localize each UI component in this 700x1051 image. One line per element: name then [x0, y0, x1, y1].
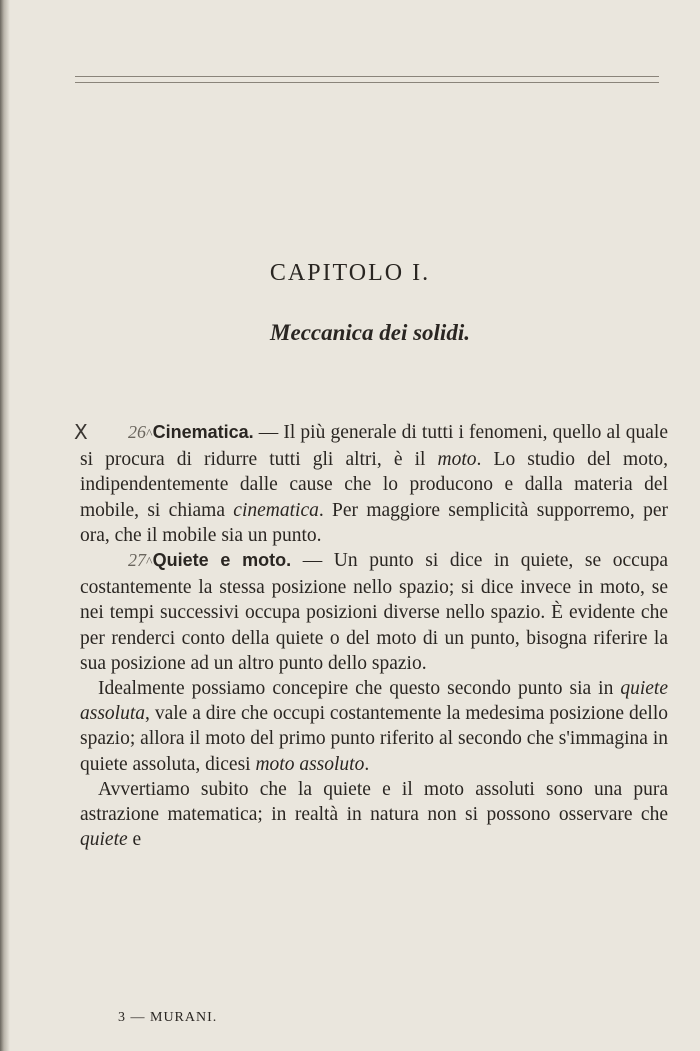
paragraph-text: — Il più generale di tutti i fenomeni, quello al quale si procura di ridurre tutti gli altri, è il — [80, 422, 668, 471]
italic-term: quiete — [80, 829, 128, 851]
page-binding-shadow — [0, 0, 10, 1051]
caret-mark: ^ — [146, 427, 153, 442]
paragraph-text: . — [364, 753, 370, 775]
chapter-title: CAPITOLO I. — [269, 260, 431, 286]
section-heading: Cinematica. — [152, 422, 254, 442]
header-rule-bottom — [75, 82, 659, 83]
paragraph-text: Idealmente possiamo concepire che questo secondo punto sia in — [98, 678, 621, 700]
page-footer: 3 — MURANI. — [118, 1010, 218, 1025]
italic-term: moto assoluto — [255, 753, 365, 775]
paragraph-text: . Lo studio del moto, indipendentemente dalle cause che lo producono e dalla materia del mobile, si chiama — [80, 449, 668, 521]
paragraph-26 — [80, 420, 668, 548]
caret-mark: ^ — [146, 555, 153, 571]
header-rule-top — [75, 76, 659, 77]
paragraph-3 — [80, 676, 668, 777]
paragraph-text: Avvertiamo subito che la quiete e il moto assoluti sono una pura astrazione matematica; in realtà in natura non si possono osservare che — [80, 778, 668, 826]
paragraph-4 — [80, 777, 668, 853]
italic-term: cinematica — [233, 499, 319, 521]
italic-term: quiete assoluta — [80, 678, 668, 725]
italic-term: moto — [437, 449, 477, 471]
section-number: 26 — [128, 422, 146, 442]
section-heading: Quiete e moto. — [152, 550, 292, 571]
paragraph-text: . Per maggiore semplicità supporremo, per ora, che il mobile sia un punto. — [80, 499, 669, 546]
paragraph-text: — Un punto si dice in quiete, se occupa costantemente la stessa posizione nello spazio; si dice invece in moto, se nei tempi successivi occupa posizioni diverse nello spazio. È evidente che per renderci conto della quiete o del moto di un punto, bisogna riferire la sua posizione ad un altro punto dello spazio. — [80, 550, 668, 674]
body-text — [80, 420, 668, 852]
paragraph-text: e — [127, 829, 142, 851]
paragraph-27 — [80, 548, 668, 676]
chapter-subtitle: Meccanica dei solidi. — [270, 320, 470, 345]
margin-mark: X — [74, 420, 88, 444]
paragraph-text: , vale a dire che occupi costantemente la medesima posizione dello spazio; allora il moto del primo punto riferito al secondo che s'immagina in quiete assoluta, dicesi — [80, 703, 668, 775]
section-number: 27 — [128, 550, 146, 571]
